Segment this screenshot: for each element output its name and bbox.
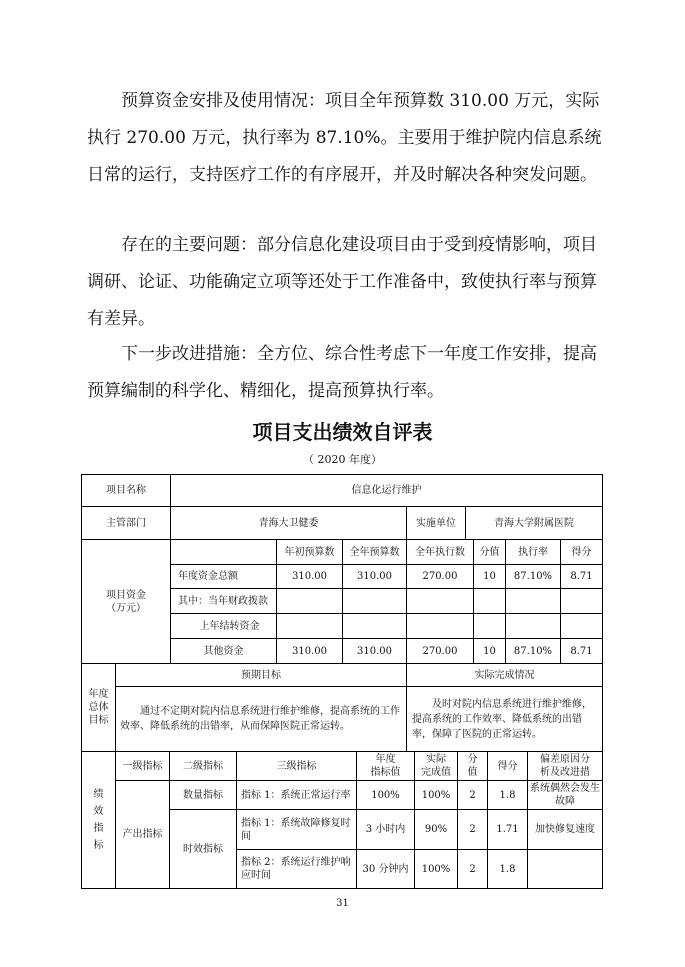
perf-header-level2: 二级指标	[183, 760, 223, 772]
perf-header-level1: 一级指标	[122, 760, 163, 772]
fund-cell: 310.00	[292, 571, 327, 582]
fund-row-label: 上年结转资金	[199, 620, 260, 632]
fund-row-label: 年度资金总额	[178, 571, 238, 582]
fund-cell: 8.71	[570, 645, 593, 657]
impl-value: 青海大学附属医院	[494, 517, 574, 529]
perf-score-value: 2	[469, 824, 476, 835]
table-title: 项目支出绩效自评表	[252, 420, 433, 444]
perf-actual: 100%	[421, 863, 451, 875]
perf-level3: 指标 1：系统正常运行率	[241, 789, 351, 801]
perf-level1-output: 产出指标	[122, 829, 163, 840]
fund-cell: 310.00	[357, 645, 392, 657]
goal-expected-header: 预期目标	[241, 669, 281, 681]
paragraph-problems: 存在的主要问题：部分信息化建设项目由于受到疫情影响，项目调研、论证、功能确定立项等还处于工作准备中，致使执行率与预算有差异。	[87, 235, 597, 329]
fund-header-score-value: 分值	[479, 546, 500, 558]
perf-reason: 加快修复速度	[535, 824, 595, 835]
fund-row-label: 其他资金	[203, 645, 244, 657]
table-subtitle: （ 2020 年度）	[303, 453, 382, 466]
paragraph-budget: 预算资金安排及使用情况：项目全年预算数 310.00 万元，实际执行 270.00 万元，执行率为 87.10%。主要用于维护院内信息系统日常的运行，支持医疗工作的有序展开，并及时解决各种突发问题。	[87, 91, 602, 185]
perf-level3: 指标 2：系统运行维护响应时间	[241, 857, 351, 881]
dept-label: 主管部门	[106, 517, 146, 529]
perf-header-score: 得分	[497, 760, 518, 772]
perf-header-score-value: 分 值	[467, 754, 478, 778]
perf-reason: 系统偶然会发生故障	[530, 783, 600, 807]
fund-cell: 310.00	[357, 571, 392, 582]
perf-header-actual: 实际 完成值	[421, 754, 451, 778]
fund-cell: 310.00	[292, 645, 327, 657]
fund-cell: 87.10%	[513, 571, 553, 582]
page-number: 31	[336, 898, 349, 909]
perf-reason	[528, 850, 602, 888]
perf-header-level3: 三级指标	[276, 760, 317, 772]
fund-cell: 270.00	[422, 571, 458, 582]
perf-header-reason: 偏差原因分 析及改进措	[540, 754, 590, 778]
fund-cell: 270.00	[422, 645, 458, 657]
perf-actual: 100%	[421, 789, 451, 801]
dept-value: 青海大卫健委	[258, 517, 319, 529]
fund-cell: 8.71	[570, 571, 593, 582]
project-name-label: 项目名称	[106, 485, 146, 496]
fund-header-score: 得分	[571, 546, 592, 558]
perf-target: 30 分钟内	[362, 863, 409, 875]
impl-label: 实施单位	[416, 517, 456, 529]
project-name-value: 信息化运行维护	[351, 485, 422, 496]
fund-header-full: 全年预算数	[349, 546, 400, 558]
fund-cell: 10	[483, 645, 496, 657]
perf-score: 1.8	[499, 789, 516, 801]
goal-label: 年度 总体 目标	[88, 689, 109, 726]
perf-target: 100%	[371, 789, 400, 801]
goal-expected-text: 通过不定期对院内信息系统进行维护维修，提高系统的工作效率、降低系统的出错率，从而保障医院正常运转。	[120, 706, 400, 732]
funds-label: 项目资金 （万元）	[106, 589, 146, 614]
perf-score-value: 2	[469, 863, 476, 875]
fund-header-rate: 执行率	[518, 546, 548, 558]
goal-actual-header: 实际完成情况	[474, 669, 535, 681]
perf-actual: 90%	[424, 824, 448, 835]
fund-row-label: 其中：当年财政拨款	[178, 595, 268, 607]
perf-level3: 指标 1：系统故障修复时间	[241, 817, 351, 842]
perf-score: 1.71	[496, 824, 519, 835]
fund-cell: 87.10%	[513, 645, 553, 657]
paragraph-improvements: 下一步改进措施：全方位、综合性考虑下一年度工作安排，提高预算编制的科学化、精细化，提高预算执行率。	[87, 344, 597, 401]
fund-header-executed: 全年执行数	[415, 546, 465, 558]
perf-score-value: 2	[469, 789, 476, 801]
perf-target: 3 小时内	[365, 824, 406, 835]
perf-score: 1.8	[499, 863, 516, 875]
goal-actual-text: 及时对院内信息系统进行维护维修，提高系统的工作效率、降低系统的出错率，保障了医院的正常运转。	[412, 698, 592, 740]
fund-cell: 10	[483, 571, 496, 582]
perf-level2-quantity: 数量指标	[183, 789, 223, 801]
perf-label: 绩 效 指 标	[93, 789, 104, 851]
perf-header-target: 年度 指标值	[370, 754, 401, 778]
perf-level2-time: 时效指标	[183, 843, 223, 855]
fund-header-start: 年初预算数	[284, 546, 335, 558]
